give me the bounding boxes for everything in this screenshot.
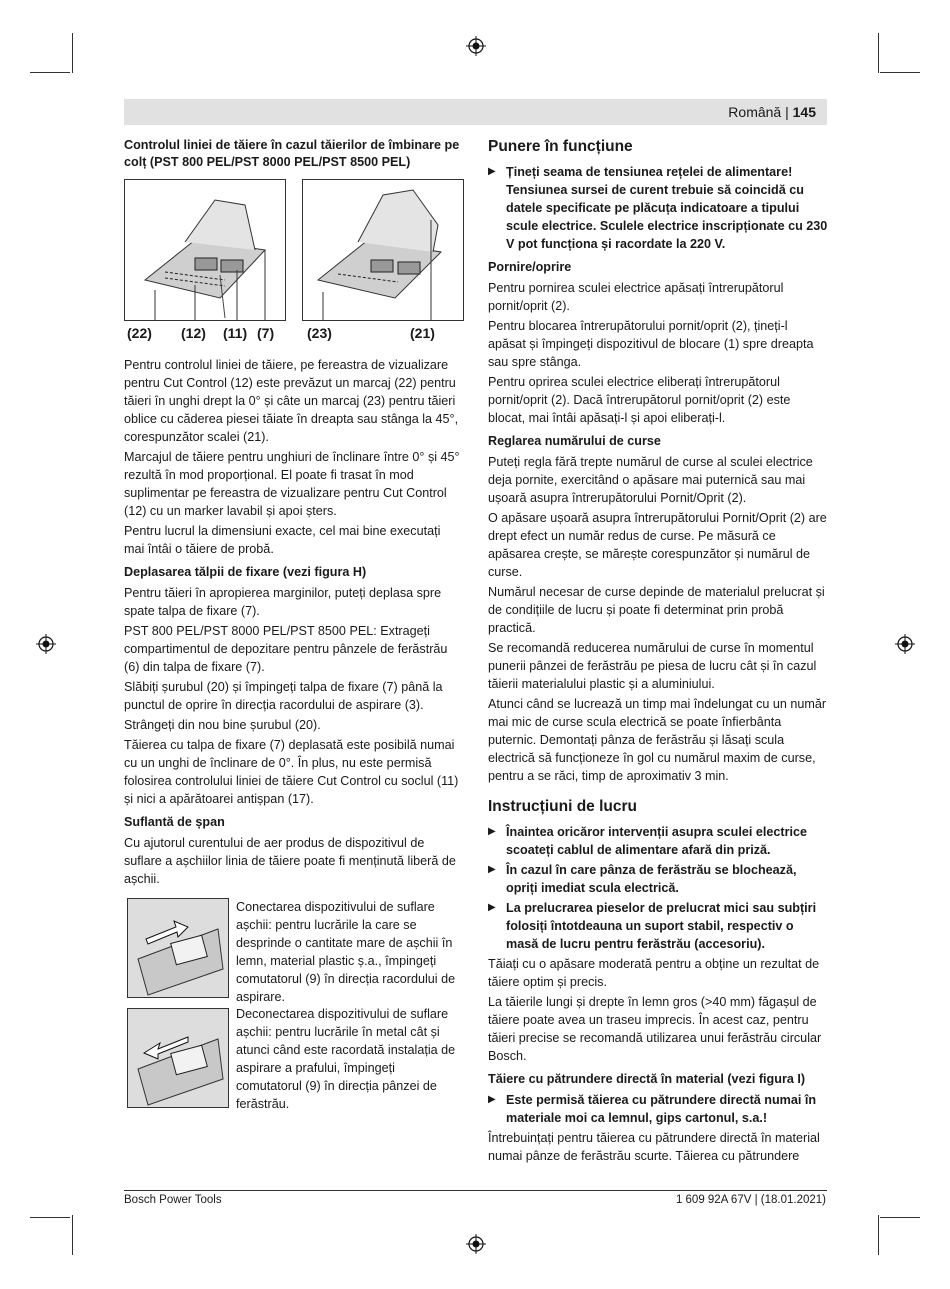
subsection-title-stroke-rate: Reglarea numărului de curse [488,434,661,448]
section-title-base-plate: Deplasarea tălpii de fixare (vezi figura H) [124,565,367,579]
warning-bullet: ▶ În cazul în care pânza de ferăstrău se blochează, opriți imediat scula electrică. [488,861,828,897]
paragraph: Întrebuințați pentru tăierea cu pătrundere directă în material numai pânze de ferăstrău scurte. Tăierea cu pătrundere [488,1131,820,1163]
paragraph: Puteți regla fără trepte numărul de curse al sculei electrice deja pornite, exercitând o apăsare mai puternică sau mai ușoară asupra întrerupătorului Pornit/Oprit (2). [488,455,813,505]
callout-22: (22) [127,325,152,341]
saw-base-bevel-icon [303,180,463,320]
page-number: 145 [792,104,816,120]
paragraph: PST 800 PEL/PST 8000 PEL/PST 8500 PEL: Extrageți compartimentul de depozitare pentru pânzele de ferăstrău (6) din talpa de fixare (7). [124,624,448,674]
figure-blower-off [127,1008,229,1108]
registration-mark-icon [466,36,486,56]
paragraph: Pentru tăieri în apropierea marginilor, puteți deplasa spre spate talpa de fixare (7). [124,586,442,618]
crop-mark [878,33,879,73]
crop-mark [72,1215,73,1255]
callout-21: (21) [410,325,435,341]
paragraph: Tăiați cu o apăsare moderată pentru a obține un rezultat de tăiere optim și precis. [488,957,820,989]
footer-docnumber: 1 609 92A 67V | (18.01.2021) [675,1194,826,1206]
footer-rule [124,1190,827,1191]
figure-right-illustration [302,179,464,321]
section-title-working-advice: Instrucțiuni de lucru [488,798,637,815]
header-separator: | [785,104,789,120]
subsection-title-on-off: Pornire/oprire [488,260,572,274]
blower-on-icon [128,899,228,997]
paragraph: Conectarea dispozitivului de suflare așchii: pentru lucrările la care se desprinde o cantitate mare de așchii în lemn, material plastic ș.a., împingeți comutatorul (9) în direcția racordului de aspirare. [236,900,456,1004]
paragraph: Tăierea cu talpa de fixare (7) deplasată este posibilă numai cu un unghi de înclinare de 0°. În plus, nu este permisă folosirea controlului liniei de tăiere Cut Control cu soclul (11) și nici a apărătoarei antișpan (17). [124,738,459,806]
warning-bullet: ▶ La prelucrarea pieselor de prelucrat mici sau subțiri folosiți întotdeauna un suport stabil, respectiv o masă de lucru pentru ferăstrău (accesoriu). [488,899,828,953]
right-column [488,137,828,1167]
crop-mark [878,1215,879,1255]
page-header [728,104,816,120]
crop-mark [880,72,920,73]
registration-mark-icon [466,1234,486,1254]
blower-on-text [236,898,464,1008]
paragraph: O apăsare ușoară asupra întrerupătorului Pornit/Oprit (2) are drept efect un număr redus de curse. Pe măsură ce apăsarea crește, se mărește corespunzător și numărul de curse. [488,511,827,579]
paragraph: Cu ajutorul curentului de aer produs de dispozitivul de suflare a așchiilor linia de tăiere poate fi menținută liberă de așchii. [124,836,456,886]
figure-left-illustration [124,179,286,321]
blower-off-icon [128,1009,228,1107]
paragraph: Se recomandă reducerea numărului de curse în momentul punerii pânzei de ferăstrău pe piesa de lucru cât și în cazul tăierii materialului plastic și a aluminiului. [488,641,817,691]
callout-11: (11) [223,325,248,341]
saw-base-straight-icon [125,180,285,320]
warning-bullet: ▶ Țineți seama de tensiunea rețelei de alimentare! Tensiunea sursei de curent trebuie să coincidă cu datele specificate pe plăcuța indicatoare a tipului scule electrice. Sculele electrice inscripționate cu 230 V pot funcționa și racordate la 220 V. [488,163,828,253]
paragraph: Pentru oprirea sculei electrice eliberați întrerupătorul pornit/oprit (2). Dacă întrerupătorul pornit/oprit (2) este blocat, mai întâi apăsați-l și apoi eliberați-l. [488,375,791,425]
paragraph: Pentru lucrul la dimensiuni exacte, cel mai bine executați mai întâi o tăiere de probă. [124,524,441,556]
paragraph: Strângeți din nou bine șurubul (20). [124,718,321,732]
paragraph: Pentru blocarea întrerupătorului pornit/oprit (2), țineți-l apăsat și împingeți dispozitivul de blocare (1) spre dreapta sau spre stânga. [488,319,814,369]
left-column-body [124,356,464,890]
footer-brand: Bosch Power Tools [124,1194,222,1206]
paragraph: Atunci când se lucrează un timp mai îndelungat cu un număr mai mic de curse scula electrică se poate înfierbânta puternic. Demontați pânza de ferăstrău și lăsați scula electrică să funcționeze în gol cu numărul maxim de curse, pentru a se răci, timp de aproximativ 3 min. [488,697,827,783]
registration-mark-icon [895,634,915,654]
crop-mark [880,1217,920,1218]
paragraph: Slăbiți șurubul (20) și împingeți talpa de fixare (7) până la punctul de oprire în direcția racordului de aspirare (3). [124,680,443,712]
subsection-title-plunge-cut: Tăiere cu pătrundere directă în material (vezi figura I) [488,1072,806,1086]
header-language: Română [728,104,782,120]
section-title-start-up: Punere în funcțiune [488,138,633,155]
warning-bullet: ▶ Înaintea oricăror intervenții asupra sculei electrice scoateți cablul de alimentare afară din priză. [488,823,828,859]
warning-bullet: ▶ Este permisă tăierea cu pătrundere directă numai în materiale moi ca lemnul, gips cartonul, s.a.! [488,1091,828,1127]
crop-mark [30,1217,70,1218]
callout-7: (7) [257,325,275,341]
blower-off-text [236,1005,464,1115]
paragraph: Pentru controlul liniei de tăiere, pe fereastra de vizualizare pentru Cut Control (12) este prevăzut un marcaj (22) pentru tăieri în unghi drept la 0° și câte un marcaj (23) pentru tăieri oblice cu căderea piesei tăiate în dreapta sau stânga la 45°, corespunzător scalei (21). [124,358,459,444]
section-title-chip-blower: Suflantă de șpan [124,815,225,829]
paragraph: Deconectarea dispozitivului de suflare așchii: pentru lucrările în metal cât și atunci când este racordată instalația de aspirare a prafului, împingeți comutatorul (9) în direcția pânzei de ferăstrău. [236,1007,456,1111]
figure-blower-on [127,898,229,998]
crop-mark [30,72,70,73]
paragraph: La tăierile lungi și drepte în lemn gros (>40 mm) făgașul de tăiere poate avea un traseu imprecis. În acest caz, pentru tăieri precise se recomandă utilizarea unui ferăstrău circular Bosch. [488,995,822,1063]
paragraph: Marcajul de tăiere pentru unghiuri de înclinare între 0° și 45° rezultă în mod proporțional. El poate fi trasat în mod suplimentar pe fereastra de vizualizare pentru Cut Control (12) cu un marker lavabil și apoi șters. [124,450,460,518]
left-column-top [124,137,464,174]
paragraph: Pentru pornirea sculei electrice apăsați întrerupătorul pornit/oprit (2). [488,281,784,313]
registration-mark-icon [36,634,56,654]
crop-mark [72,33,73,73]
callout-12: (12) [181,325,206,341]
callout-23: (23) [307,325,332,341]
header-bar [124,99,827,125]
section-title-cut-control: Controlul liniei de tăiere în cazul tăierilor de îmbinare pe colț (PST 800 PEL/PST 8000 PEL/PST 8500 PEL) [124,138,460,169]
paragraph: Numărul necesar de curse depinde de materialul prelucrat și de condițiile de lucru și poate fi determinat prin probă practică. [488,585,825,635]
